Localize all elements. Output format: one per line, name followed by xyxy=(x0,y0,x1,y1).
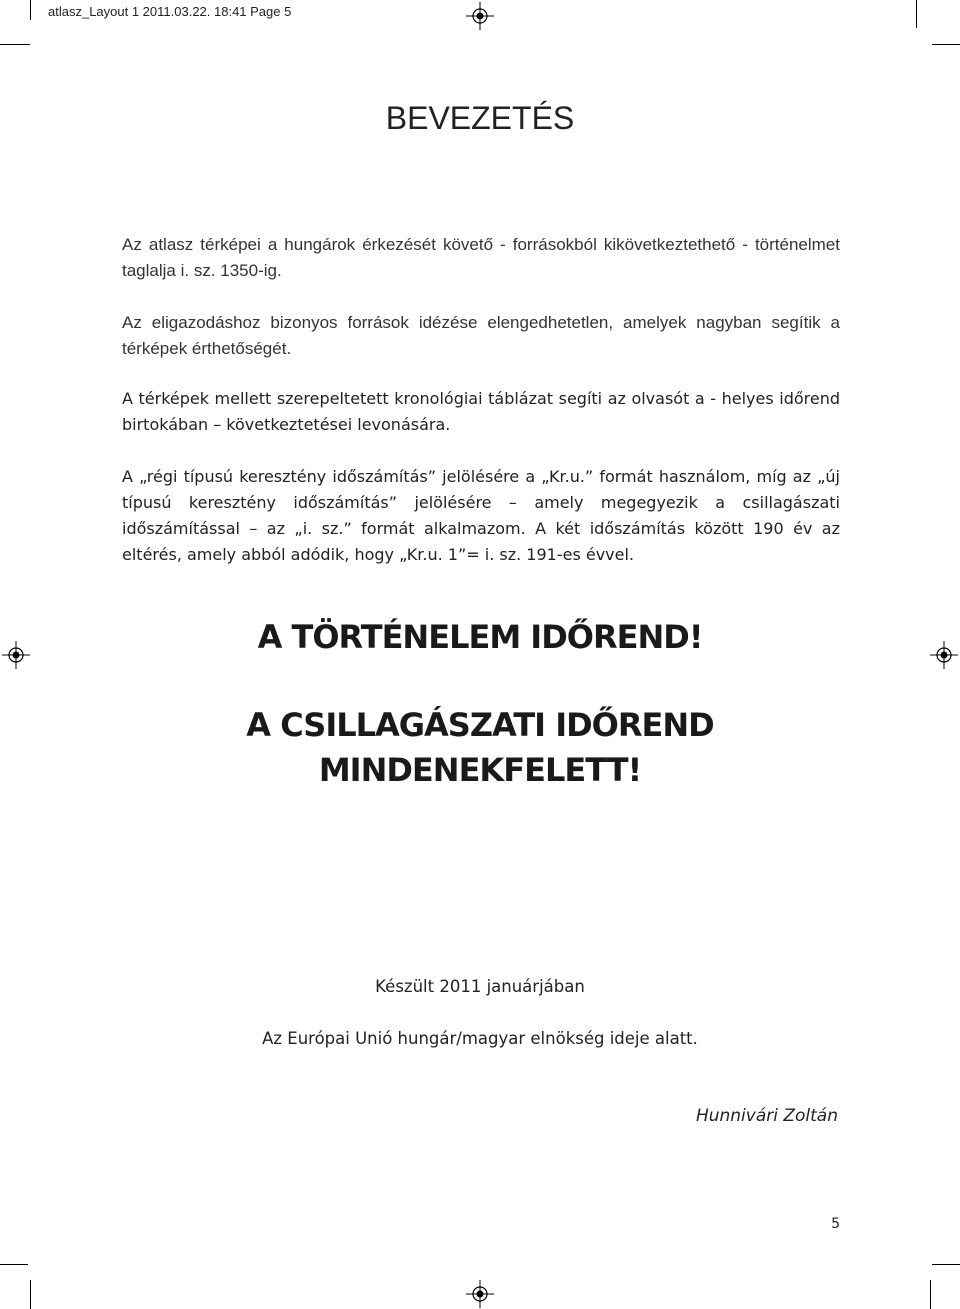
crop-mark-bottom-right-v xyxy=(930,1280,931,1309)
paragraph-chronology: A térképek mellett szerepeltetett kronológiai táblázat segíti az olvasót a - helyes időrend birtokában – következtetései levonására. xyxy=(122,389,840,434)
presidency-line: Az Európai Unió hungár/magyar elnökség ideje alatt. xyxy=(262,1029,698,1048)
author-signature: Hunnivári Zoltán xyxy=(695,1106,838,1126)
page-title: BEVEZETÉS xyxy=(385,100,575,136)
paragraph-sources: Az eligazodáshoz bizonyos források idézése elengedhetetlen, amelyek nagyban segítik a térképek érthetőségét. xyxy=(122,313,840,358)
crop-mark-top-left-h xyxy=(0,44,30,45)
headline-history-order: A TÖRTÉNELEM IDŐREND! xyxy=(257,618,703,656)
headline-astronomical-line2: MINDENEKFELETT! xyxy=(318,751,642,789)
crop-mark-bottom-right-h xyxy=(932,1264,960,1265)
registration-crosshair-icon xyxy=(466,1280,494,1308)
page-number: 5 xyxy=(831,1216,840,1232)
paragraph-calendar: A „régi típusú keresztény időszámítás” jelölésére a „Kr.u.” formát használom, míg az „új típusú keresztény időszámítás” jelölésére – amely megegyezik a csillagászati időszámítással – az „i. sz.” formát alkalmazom. A két időszámítás között 190 év az eltérés, amely abból adódik, hogy „Kr.u. 1”= i. sz. 191-es évvel. xyxy=(122,467,840,564)
headline-astronomical-line1: A CSILLAGÁSZATI IDŐREND xyxy=(246,706,714,744)
date-line: Készült 2011 januárjában xyxy=(375,977,585,996)
crop-mark-top-left-v xyxy=(30,0,31,20)
paragraph-intro: Az atlasz térképei a hungárok érkezését követő - forrásokból kikövetkeztethető - történelmet taglalja i. sz. 1350-ig. xyxy=(122,235,840,280)
crop-mark-top-right-h xyxy=(932,44,960,45)
crop-mark-bottom-left-h xyxy=(0,1264,28,1265)
print-slug: atlasz_Layout 1 2011.03.22. 18:41 Page 5 xyxy=(48,4,292,19)
crop-mark-top-right-v xyxy=(916,0,917,28)
crop-mark-bottom-left-v xyxy=(30,1280,31,1309)
registration-crosshair-icon xyxy=(466,2,494,30)
